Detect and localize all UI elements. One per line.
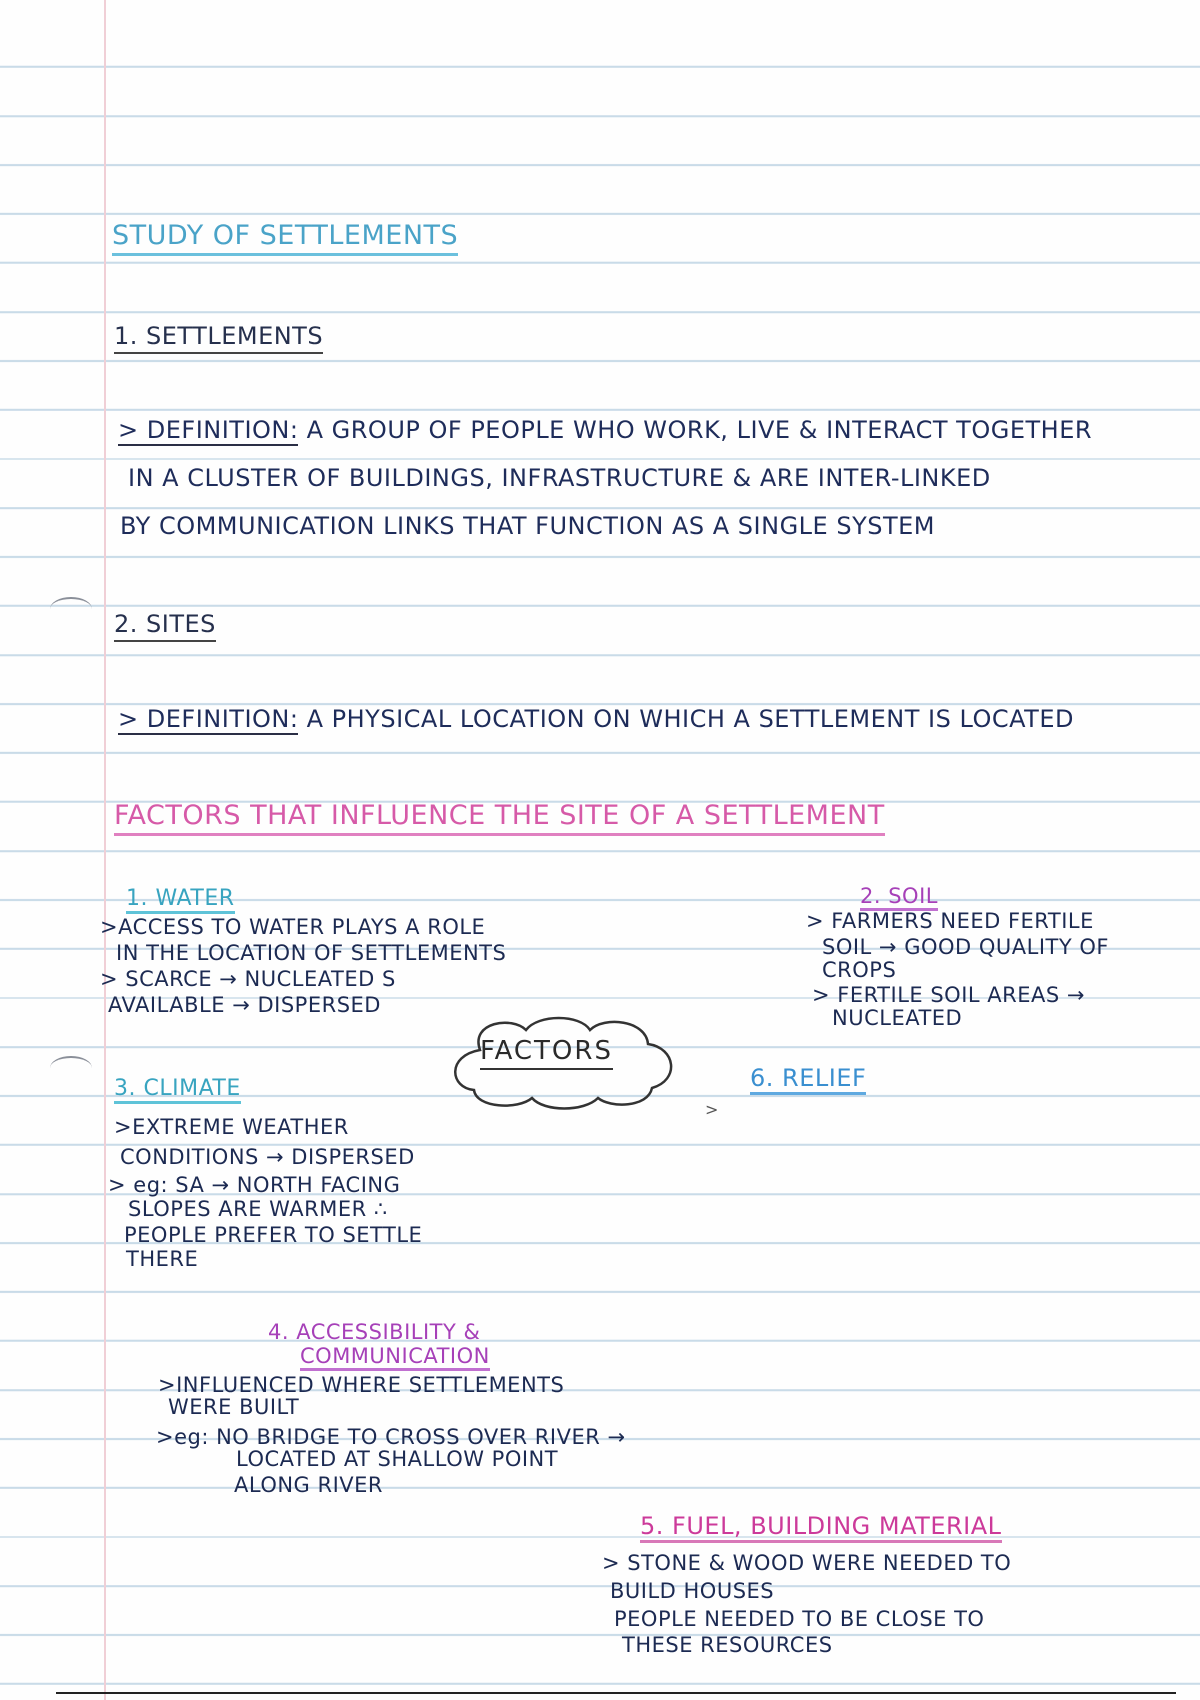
fuel-line-2: BUILD HOUSES — [610, 1579, 775, 1603]
access-line-2: WERE BUILT — [168, 1395, 300, 1419]
definition-text: A GROUP OF PEOPLE WHO WORK, LIVE & INTERACT TOGETHER — [306, 416, 1093, 444]
settlements-heading: 1. SETTLEMENTS — [114, 322, 323, 354]
climate-line-6: THERE — [126, 1247, 199, 1271]
climate-line-1: >EXTREME WEATHER — [114, 1115, 349, 1139]
water-line-4: AVAILABLE → DISPERSED — [108, 993, 381, 1017]
climate-title: 3. CLIMATE — [114, 1076, 241, 1104]
soil-line-2: SOIL → GOOD QUALITY OF — [822, 935, 1109, 959]
fuel-title: 5. FUEL, BUILDING MATERIAL — [640, 1512, 1002, 1543]
access-line-5: ALONG RIVER — [234, 1473, 384, 1497]
page-title: STUDY OF SETTLEMENTS — [112, 220, 458, 256]
fuel-line-1: > STONE & WOOD WERE NEEDED TO — [602, 1551, 1012, 1575]
definition-text: A PHYSICAL LOCATION ON WHICH A SETTLEMENT IS LOCATED — [306, 705, 1074, 733]
water-title: 1. WATER — [126, 886, 235, 914]
access-line-1: >INFLUENCED WHERE SETTLEMENTS — [158, 1373, 565, 1397]
relief-bullet: > — [705, 1100, 719, 1119]
climate-line-2: CONDITIONS → DISPERSED — [120, 1145, 415, 1169]
access-line-4: LOCATED AT SHALLOW POINT — [236, 1447, 559, 1471]
fuel-line-3: PEOPLE NEEDED TO BE CLOSE TO — [614, 1607, 985, 1631]
climate-line-4: SLOPES ARE WARMER ∴ — [128, 1197, 388, 1221]
binder-hole-top — [50, 597, 92, 621]
access-line-3: >eg: NO BRIDGE TO CROSS OVER RIVER → — [156, 1425, 626, 1449]
definition-label: > DEFINITION: — [118, 416, 299, 444]
factors-cloud-label: FACTORS — [480, 1036, 613, 1070]
water-line-1: >ACCESS TO WATER PLAYS A ROLE — [100, 915, 486, 939]
settlements-definition-line-2: IN A CLUSTER OF BUILDINGS, INFRASTRUCTURE & ARE INTER-LINKED — [128, 464, 991, 492]
notebook-margin-line — [104, 0, 106, 1700]
soil-line-3: CROPS — [822, 958, 897, 982]
definition-label: > DEFINITION: — [118, 705, 299, 733]
climate-line-5: PEOPLE PREFER TO SETTLE — [124, 1223, 423, 1247]
settlements-definition-line-3: BY COMMUNICATION LINKS THAT FUNCTION AS A SINGLE SYSTEM — [120, 512, 935, 540]
soil-line-4: > FERTILE SOIL AREAS → — [812, 983, 1085, 1007]
settlements-definition-line-1 — [118, 416, 1092, 444]
soil-line-5: NUCLEATED — [832, 1006, 963, 1030]
binder-hole-bottom — [50, 1056, 92, 1080]
soil-line-1: > FARMERS NEED FERTILE — [806, 909, 1094, 933]
access-title-line-2: COMMUNICATION — [300, 1344, 490, 1371]
sites-definition-line — [118, 705, 1074, 733]
factors-heading: FACTORS THAT INFLUENCE THE SITE OF A SETTLEMENT — [114, 800, 885, 836]
water-line-2: IN THE LOCATION OF SETTLEMENTS — [116, 941, 507, 965]
water-line-3: > SCARCE → NUCLEATED S — [100, 967, 396, 991]
access-title-line-1: 4. ACCESSIBILITY & — [268, 1320, 481, 1344]
soil-title: 2. SOIL — [860, 884, 938, 911]
sites-heading: 2. SITES — [114, 610, 216, 642]
bottom-rule — [56, 1692, 1176, 1694]
relief-title: 6. RELIEF — [750, 1064, 866, 1095]
fuel-line-4: THESE RESOURCES — [622, 1633, 833, 1657]
climate-line-3: > eg: SA → NORTH FACING — [108, 1173, 401, 1197]
